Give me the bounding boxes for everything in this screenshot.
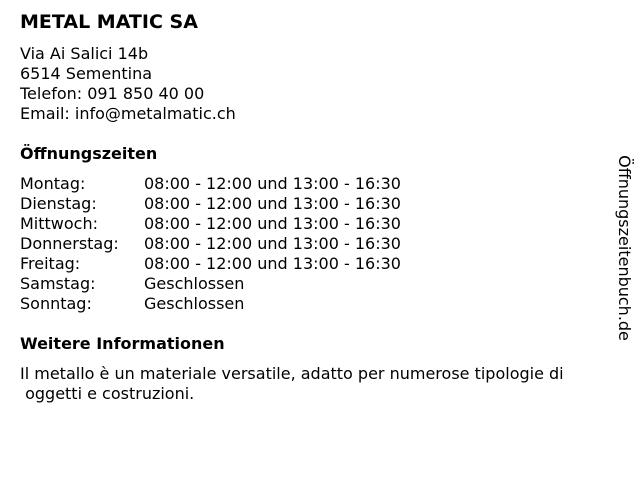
hours-time: 08:00 - 12:00 und 13:00 - 16:30 (144, 194, 401, 213)
address-street: Via Ai Salici 14b (20, 44, 149, 63)
hours-time: Geschlossen (144, 274, 245, 293)
hours-time: 08:00 - 12:00 und 13:00 - 16:30 (144, 254, 401, 273)
hours-row-sunday (20, 294, 480, 314)
phone-number: Telefon: 091 850 40 00 (20, 84, 205, 103)
watermark-text: Öffnungszeitenbuch.de (615, 155, 634, 341)
hours-row-friday (20, 254, 480, 274)
hours-row-monday (20, 174, 480, 194)
email-address: Email: info@metalmatic.ch (20, 104, 236, 123)
hours-day: Mittwoch: (20, 214, 98, 233)
more-info-text: Il metallo è un materiale versatile, adatto per numerose tipologie di oggetti e costruzioni. (20, 364, 564, 403)
hours-time: 08:00 - 12:00 und 13:00 - 16:30 (144, 174, 401, 193)
more-info-heading: Weitere Informationen (20, 334, 225, 353)
hours-day: Freitag: (20, 254, 81, 273)
hours-row-wednesday (20, 214, 480, 234)
company-name: METAL MATIC SA (20, 11, 198, 33)
address-city: 6514 Sementina (20, 64, 153, 83)
hours-day: Montag: (20, 174, 86, 193)
hours-time: Geschlossen (144, 294, 245, 313)
hours-time: 08:00 - 12:00 und 13:00 - 16:30 (144, 234, 401, 253)
hours-row-tuesday (20, 194, 480, 214)
hours-day: Dienstag: (20, 194, 97, 213)
hours-day: Sonntag: (20, 294, 92, 313)
hours-day: Samstag: (20, 274, 96, 293)
hours-row-saturday (20, 274, 480, 294)
hours-row-thursday (20, 234, 480, 254)
hours-time: 08:00 - 12:00 und 13:00 - 16:30 (144, 214, 401, 233)
hours-day: Donnerstag: (20, 234, 119, 253)
opening-hours-heading: Öffnungszeiten (20, 144, 158, 163)
